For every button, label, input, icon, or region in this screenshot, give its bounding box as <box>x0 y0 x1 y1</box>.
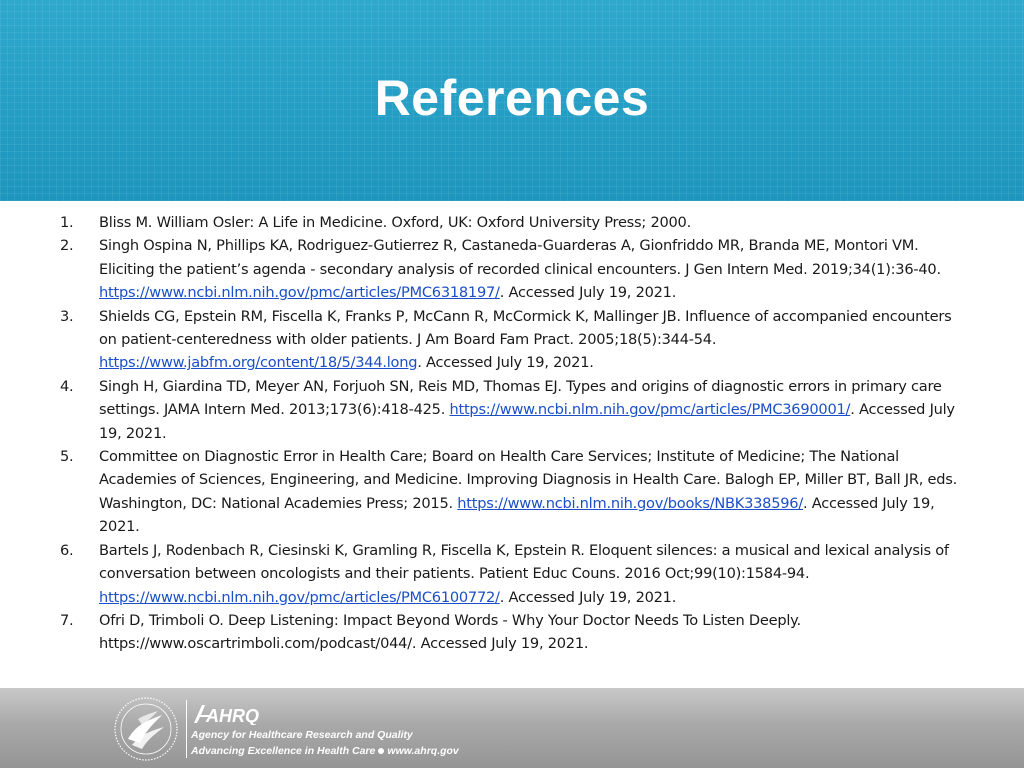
reference-link[interactable]: https://www.ncbi.nlm.nih.gov/pmc/articles/PMC3690001/ <box>449 401 851 419</box>
bullet-icon <box>378 748 384 754</box>
reference-number: 3. <box>60 307 74 325</box>
reference-item-7 <box>57 609 967 656</box>
reference-item-2 <box>57 234 967 304</box>
reference-text: Ofri D, Trimboli O. Deep Listening: Impact Beyond Words - Why Your Doctor Needs To Listen Deeply. https://www.oscartrimboli.com/podcast/044/. Accessed July 19, 2021. <box>99 611 801 653</box>
hhs-seal-icon <box>112 695 180 763</box>
reference-number: 1. <box>60 214 74 231</box>
references-list <box>57 211 967 656</box>
reference-text: Singh Ospina N, Phillips KA, Rodriguez-Gutierrez R, Castaneda-Guarderas A, Gionfriddo MR, Branda ME, Montori VM. Eliciting the patient’s agenda - secondary analysis of recorded clinical encounters. J Gen Intern Med. 2019;34(1):36-40. <box>99 237 941 278</box>
reference-text: Shields CG, Epstein RM, Fiscella K, Franks P, McCann R, McCormick K, Mallinger JB. Influence of accompanied encounters on patient-centeredness with older patients. J Am Board Fam Pract. 2005;18(5):344-54. <box>99 307 952 349</box>
footer-bar <box>0 688 1024 768</box>
ahrq-logo-icon <box>192 703 264 725</box>
reference-accessed: . Accessed July 19, 2021. <box>499 284 677 302</box>
reference-link[interactable]: https://www.ncbi.nlm.nih.gov/pmc/articles/PMC6318197/ <box>99 284 500 302</box>
reference-number: 6. <box>60 541 74 559</box>
reference-link[interactable]: https://www.ncbi.nlm.nih.gov/pmc/articles/PMC6100772/ <box>99 588 500 606</box>
reference-accessed: . Accessed July 19, 2021. <box>99 494 935 536</box>
reference-text: Singh H, Giardina TD, Meyer AN, Forjuoh SN, Reis MD, Thomas EJ. Types and origins of diagnostic errors in primary care settings. JAMA Intern Med. 2013;173(6):418-425. <box>99 377 942 419</box>
reference-number: 4. <box>60 377 74 395</box>
reference-link[interactable]: https://www.jabfm.org/content/18/5/344.long <box>99 354 418 372</box>
reference-accessed: . Accessed July 19, 2021. <box>417 354 594 372</box>
reference-item-3 <box>57 305 967 375</box>
reference-text: Bartels J, Rodenbach R, Ciesinski K, Gramling R, Fiscella K, Epstein R. Eloquent silences: a musical and lexical analysis of conversation between oncologists and their patients. Patient Educ Couns. 2016 Oct;99(10):1584-94. <box>99 541 949 583</box>
reference-link[interactable]: https://www.ncbi.nlm.nih.gov/books/NBK338596/ <box>457 494 803 512</box>
reference-number: 2. <box>60 237 74 255</box>
agency-name: Agency for Healthcare Research and Quality <box>191 729 413 741</box>
reference-accessed: . Accessed July 19, 2021. <box>99 401 955 442</box>
ahrq-logo-text: AHRQ <box>206 706 259 725</box>
page-title: References <box>374 70 650 126</box>
reference-item-5 <box>57 445 967 539</box>
reference-text: Committee on Diagnostic Error in Health Care; Board on Health Care Services; Institute of Medicine; The National Academies of Sciences, Engineering, and Medicine. Improving Diagnosis in Health Care. Balogh EP, Miller BT, Ball JR, eds. Washington, DC: National Academies Press; 2015. <box>99 448 958 512</box>
footer-divider <box>186 700 187 758</box>
website-link[interactable]: www.ahrq.gov <box>387 745 459 757</box>
reference-number: 7. <box>60 611 74 629</box>
reference-accessed: . Accessed July 19, 2021. <box>499 588 677 606</box>
agency-tagline <box>191 744 459 758</box>
reference-item-1 <box>57 211 967 234</box>
header-banner <box>0 0 1024 201</box>
tagline-text: Advancing Excellence in Health Care <box>191 745 376 757</box>
reference-number: 5. <box>60 448 74 466</box>
reference-item-4 <box>57 375 967 445</box>
reference-item-6 <box>57 539 967 609</box>
reference-text: Bliss M. William Osler: A Life in Medicine. Oxford, UK: Oxford University Press; 2000. <box>99 214 691 231</box>
